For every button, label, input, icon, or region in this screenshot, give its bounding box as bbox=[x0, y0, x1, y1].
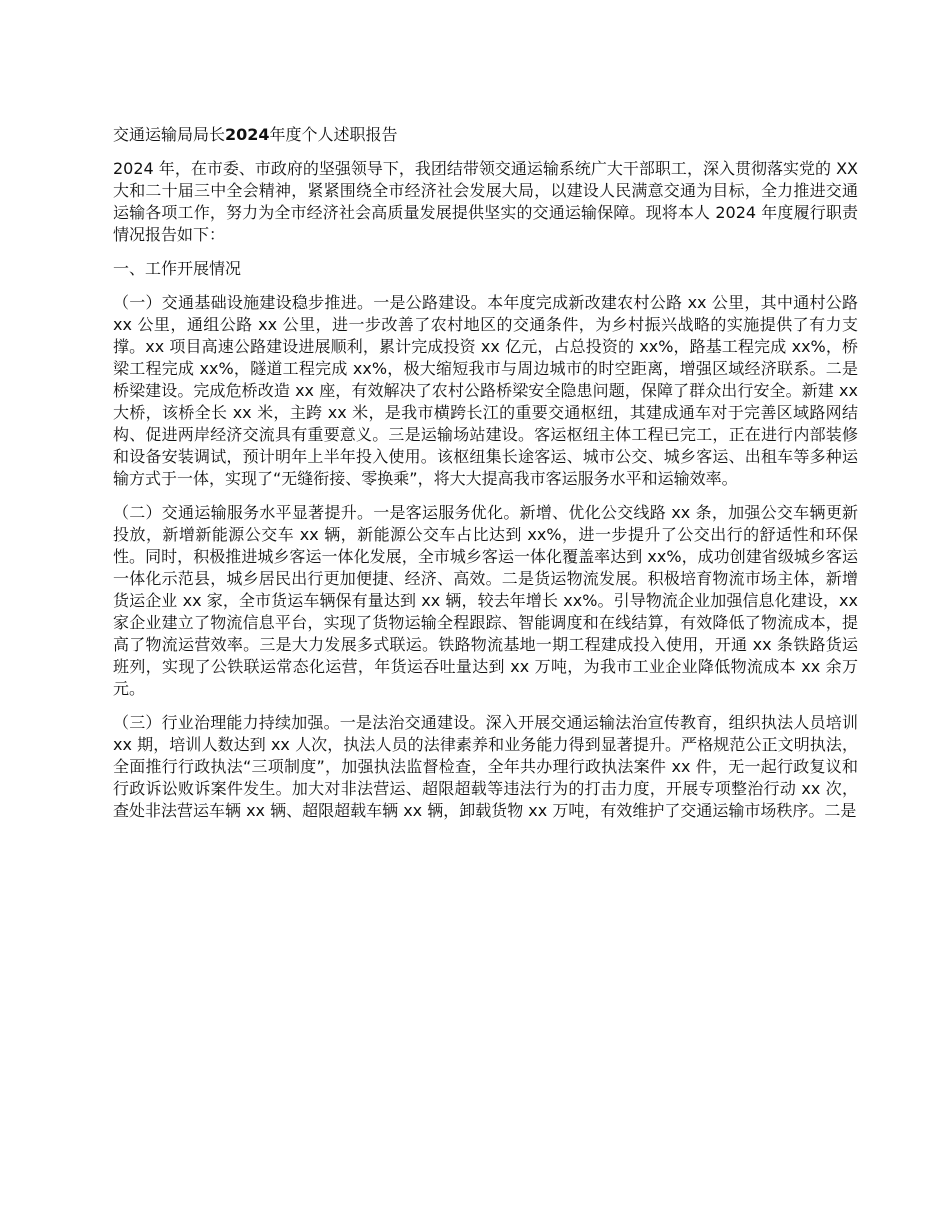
paragraph-transport-service: （二）交通运输服务水平显著提升。一是客运服务优化。新增、优化公交线路 xx 条，加强公交车辆更新投放，新增新能源公交车 xx 辆，新能源公交车占比达到 xx%，进一步提升了公交出行的舒适性和环保性。同时，积极推进城乡客运一体化发展，全市城乡客运一体化覆盖率达到 xx%，成功创建省级城乡客运一体化示范县，城乡居民出行更加便捷、经济、高效。二是货运物流发展。积极培育物流市场主体，新增货运企业 xx 家，全市货运车辆保有量达到 xx 辆，较去年增长 xx%。引导物流企业加强信息化建设，xx 家企业建立了物流信息平台，实现了货物运输全程跟踪、智能调度和在线结算，有效降低了物流成本，提高了物流运营效率。三是大力发展多式联运。铁路物流基地一期工程建成投入使用，开通 xx 条铁路货运班列，实现了公铁联运常态化运营，年货运吞吐量达到 xx 万吨，为我市工业企业降低物流成本 xx 余万元。 bbox=[113, 503, 858, 698]
title-suffix: 年度个人述职报告 bbox=[269, 125, 398, 144]
paragraph-governance: （三）行业治理能力持续加强。一是法治交通建设。深入开展交通运输法治宣传教育，组织执法人员培训 xx 期，培训人数达到 xx 人次，执法人员的法律素养和业务能力得到显著提升。严格规范公正文明执法，全面推行行政执法“三项制度”，加强执法监督检查，全年共办理行政执法案件 xx 件，无一起行政复议和行政诉讼败诉案件发生。加大对非法营运、超限超载等违法行为的打击力度，开展专项整治行动 xx 次，查处非法营运车辆 xx 辆、超限超载车辆 xx 辆，卸载货物 xx 万吨，有效维护了交通运输市场秩序。二是 bbox=[113, 713, 858, 820]
title-year: 2024 bbox=[225, 125, 270, 144]
title-prefix: 交通运输局局长 bbox=[113, 125, 226, 144]
document-body bbox=[113, 124, 858, 834]
paragraph-infrastructure: （一）交通基础设施建设稳步推进。一是公路建设。本年度完成新改建农村公路 xx 公里，其中通村公路 xx 公里，通组公路 xx 公里，进一步改善了农村地区的交通条件，为乡村振兴战略的实施提供了有力支撑。xx 项目高速公路建设进展顺利，累计完成投资 xx 亿元，占总投资的 xx%，路基工程完成 xx%，桥梁工程完成 xx%，隧道工程完成 xx%，极大缩短我市与周边城市的时空距离，增强区域经济联系。二是桥梁建设。完成危桥改造 xx 座，有效解决了农村公路桥梁安全隐患问题，保障了群众出行安全。新建 xx 大桥，该桥全长 xx 米，主跨 xx 米，是我市横跨长江的重要交通枢纽，其建成通车对于完善区域路网结构、促进两岸经济交流具有重要意义。三是运输场站建设。客运枢纽主体工程已完工，正在进行内部装修和设备安装调试，预计明年上半年投入使用。该枢纽集长途客运、城市公交、城乡客运、出租车等多种运输方式于一体，实现了“无缝衔接、零换乘”，将大大提高我市客运服务水平和运输效率。 bbox=[113, 293, 858, 488]
section-heading-work: 一、工作开展情况 bbox=[113, 259, 242, 278]
intro-paragraph: 2024 年，在市委、市政府的坚强领导下，我团结带领交通运输系统广大干部职工，深入贯彻落实党的 XX 大和二十届三中全会精神，紧紧围绕全市经济社会发展大局，以建设人民满意交通为目标，全力推进交通运输各项工作，努力为全市经济社会高质量发展提供坚实的交通运输保障。现将本人 2024 年度履行职责情况报告如下： bbox=[113, 159, 858, 244]
document-title bbox=[113, 124, 858, 146]
